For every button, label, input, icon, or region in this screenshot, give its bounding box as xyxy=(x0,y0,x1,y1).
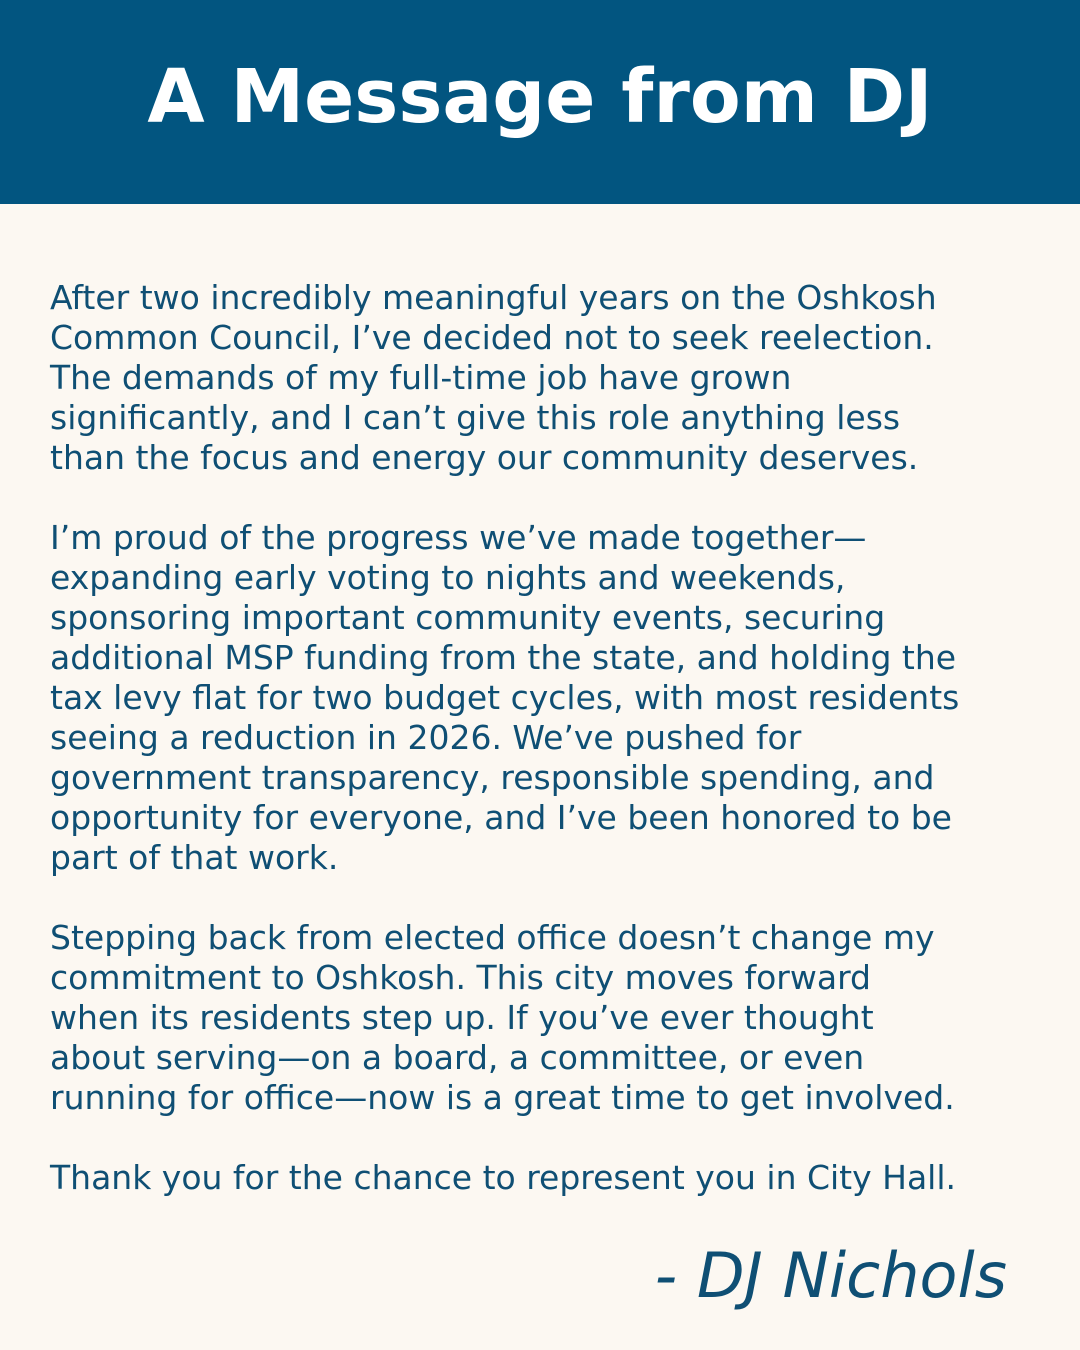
message-line: Thank you for the chance to represent you in City Hall. xyxy=(50,1158,957,1197)
message-line: commitment to Oshkosh. This city moves forward xyxy=(50,958,872,997)
message-line: when its residents step up. If you’ve ever thought xyxy=(50,998,874,1037)
message-line: running for office—now is a great time to get involved. xyxy=(50,1078,955,1117)
message-paragraph xyxy=(50,278,1040,478)
header-banner xyxy=(0,0,1080,204)
message-line: additional MSP funding from the state, and holding the xyxy=(50,638,957,677)
message-line: significantly, and I can’t give this role anything less xyxy=(50,398,901,437)
message-line: After two incredibly meaningful years on the Oshkosh xyxy=(50,278,937,317)
message-line: Common Council, I’ve decided not to seek reelection. xyxy=(50,318,934,357)
message-line: opportunity for everyone, and I’ve been honored to be xyxy=(50,798,952,837)
message-body xyxy=(50,278,1040,1198)
message-line: seeing a reduction in 2026. We’ve pushed for xyxy=(50,718,802,757)
message-paragraph xyxy=(50,918,1040,1118)
message-line: about serving—on a board, a committee, or even xyxy=(50,1038,865,1077)
message-line: sponsoring important community events, securing xyxy=(50,598,886,637)
message-line: tax levy flat for two budget cycles, with most residents xyxy=(50,678,960,717)
page-title: A Message from DJ xyxy=(147,54,933,140)
signature: - DJ Nichols xyxy=(654,1239,1007,1312)
message-line: expanding early voting to nights and weekends, xyxy=(50,558,846,597)
message-line: Stepping back from elected office doesn’t change my xyxy=(50,918,935,957)
message-line: The demands of my full-time job have grown xyxy=(50,358,792,397)
message-line: I’m proud of the progress we’ve made together— xyxy=(50,518,867,557)
message-line: than the focus and energy our community deserves. xyxy=(50,438,919,477)
message-line: government transparency, responsible spending, and xyxy=(50,758,935,797)
message-paragraph xyxy=(50,518,1040,878)
message-paragraph xyxy=(50,1158,1040,1198)
message-line: part of that work. xyxy=(50,838,339,877)
